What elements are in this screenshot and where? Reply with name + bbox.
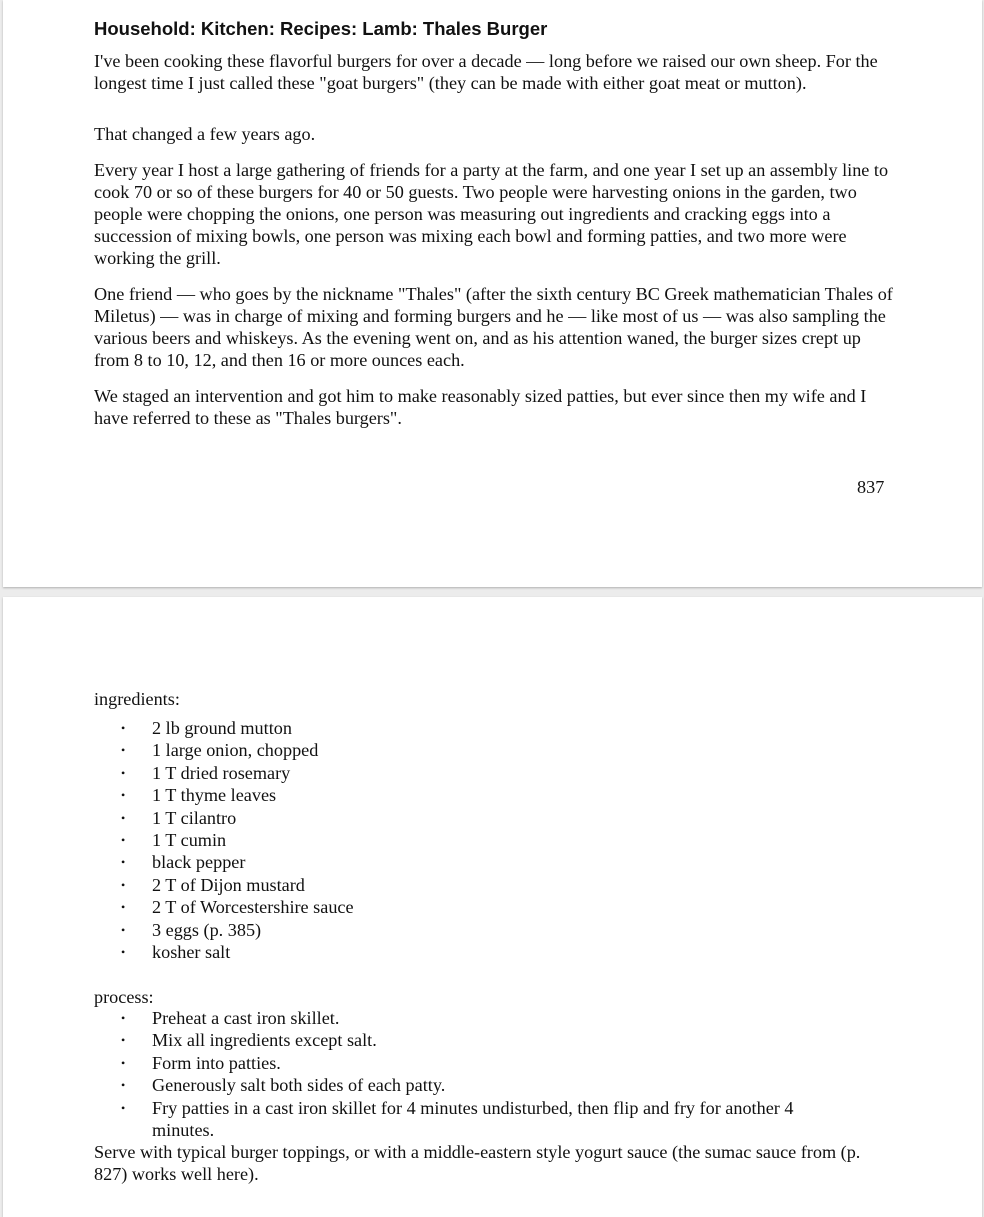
ingredient-item	[94, 851, 854, 873]
ingredient-text: 1 T cumin	[152, 830, 227, 851]
ingredient-item	[94, 874, 854, 896]
process-step	[94, 1007, 854, 1029]
process-step-text: Mix all ingredients except salt.	[152, 1030, 377, 1051]
process-label: process:	[94, 987, 154, 1007]
bullet-icon: •	[121, 743, 126, 758]
ingredient-text: 2 T of Worcestershire sauce	[152, 897, 354, 918]
page-837	[3, 0, 982, 587]
bullet-icon: •	[121, 877, 126, 892]
bullet-icon: •	[121, 945, 126, 960]
ingredient-item	[94, 919, 854, 941]
bullet-icon: •	[121, 788, 126, 803]
process-step-text: Preheat a cast iron skillet.	[152, 1008, 340, 1028]
page-number: 837	[857, 477, 885, 497]
ingredient-text: 2 T of Dijon mustard	[152, 874, 305, 895]
bullet-icon: •	[121, 900, 126, 915]
intro-paragraph: I've been cooking these flavorful burgers for over a decade — long before we raised our own sheep. For the longest time I just called these "goat burgers" (they can be made with either goat meat or mutton).	[94, 51, 878, 93]
bullet-icon: •	[121, 765, 126, 780]
serving-note: Serve with typical burger toppings, or with a middle-eastern style yogurt sauce (the sumac sauce from (p. 827) works well here).	[94, 1142, 861, 1184]
ingredient-text: kosher salt	[152, 942, 231, 963]
bullet-icon: •	[121, 1055, 126, 1070]
page-838	[3, 597, 982, 1217]
bullet-icon: •	[121, 922, 126, 937]
ingredient-text: 1 T cilantro	[152, 807, 237, 828]
bullet-icon: •	[121, 855, 126, 870]
change-paragraph: That changed a few years ago.	[94, 124, 316, 144]
process-step	[94, 1074, 854, 1096]
ingredient-text: black pepper	[152, 852, 246, 873]
process-step	[94, 1029, 854, 1051]
process-step-text: Generously salt both sides of each patty.	[152, 1075, 446, 1096]
ingredient-item	[94, 784, 854, 806]
recipe-breadcrumb-title: Household: Kitchen: Recipes: Lamb: Thales Burger	[94, 18, 548, 39]
ingredient-item	[94, 896, 854, 918]
process-list	[94, 1007, 854, 1141]
ingredient-item	[94, 739, 854, 761]
ingredient-item	[94, 717, 854, 739]
process-step	[94, 1052, 854, 1074]
process-step-text: Fry patties in a cast iron skillet for 4 minutes undisturbed, then flip and fry for another 4 minutes.	[152, 1097, 794, 1141]
process-step-text: Form into patties.	[152, 1052, 281, 1073]
ingredient-item	[94, 807, 854, 829]
ingredients-label: ingredients:	[94, 689, 180, 709]
ingredient-text: 3 eggs (p. 385)	[152, 919, 262, 940]
bullet-icon: •	[121, 833, 126, 848]
bullet-icon: •	[121, 1100, 126, 1115]
ingredient-text: 1 T thyme leaves	[152, 785, 277, 806]
ingredient-text: 2 lb ground mutton	[152, 718, 292, 738]
bullet-icon: •	[121, 1033, 126, 1048]
process-step	[94, 1097, 854, 1142]
ingredient-text: 1 large onion, chopped	[152, 740, 319, 761]
party-paragraph: Every year I host a large gathering of friends for a party at the farm, and one year I set up an assembly line to cook 70 or so of these burgers for 40 or 50 guests. Two people were harvesting onions in the garden, two people were chopping the onions, one person was measuring out ingredients and cracking eggs into a succession of mixing bowls, one person was mixing each bowl and forming patties, and two more were working the grill.	[94, 160, 889, 268]
bullet-icon: •	[121, 1078, 126, 1093]
intervention-paragraph: We staged an intervention and got him to make reasonably sized patties, but ever since then my wife and I have referred to these as "Thales burgers".	[94, 386, 867, 428]
bullet-icon: •	[121, 810, 126, 825]
ingredient-item	[94, 829, 854, 851]
ingredient-item	[94, 762, 854, 784]
thales-paragraph: One friend — who goes by the nickname "Thales" (after the sixth century BC Greek mathematician Thales of Miletus) — was in charge of mixing and forming burgers and he — like most of us — was also sampling the various beers and whiskeys. As the evening went on, and as his attention waned, the burger sizes crept up from 8 to 10, 12, and then 16 or more ounces each.	[94, 284, 893, 370]
ingredients-list	[94, 717, 854, 963]
ingredient-item	[94, 941, 854, 963]
ingredient-text: 1 T dried rosemary	[152, 762, 291, 783]
bullet-icon: •	[121, 1011, 126, 1025]
bullet-icon: •	[121, 721, 126, 735]
